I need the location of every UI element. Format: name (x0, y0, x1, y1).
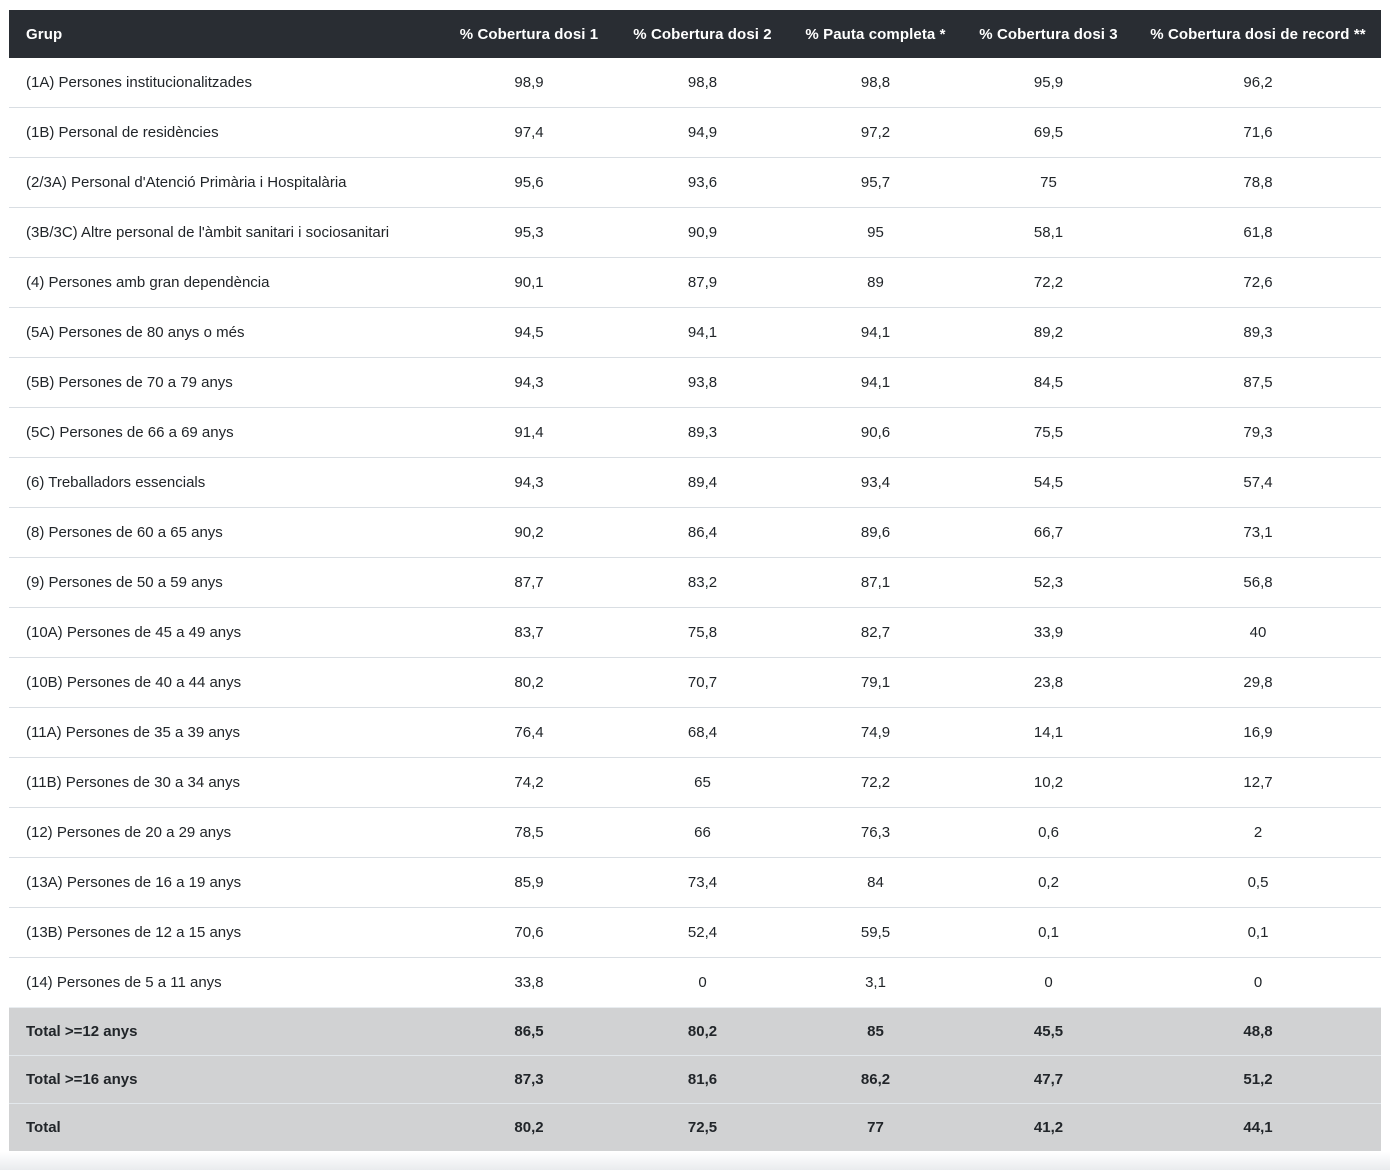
value-cell: 0 (962, 958, 1135, 1008)
page-bottom-fade (0, 1152, 1390, 1170)
value-cell: 98,8 (789, 58, 962, 108)
value-cell: 73,4 (616, 858, 789, 908)
value-cell: 78,8 (1135, 158, 1381, 208)
table-row (9, 708, 1381, 758)
value-cell: 79,3 (1135, 408, 1381, 458)
group-cell: (11A) Persones de 35 a 39 anys (9, 708, 442, 758)
value-cell: 82,7 (789, 608, 962, 658)
group-cell: (1A) Persones institucionalitzades (9, 58, 442, 108)
value-cell: 94,1 (616, 308, 789, 358)
column-header: % Cobertura dosi 1 (442, 10, 616, 58)
value-cell: 70,7 (616, 658, 789, 708)
value-cell: 44,1 (1135, 1104, 1381, 1152)
table-header (9, 10, 1381, 58)
value-cell: 68,4 (616, 708, 789, 758)
group-cell: (10B) Persones de 40 a 44 anys (9, 658, 442, 708)
column-header: % Pauta completa * (789, 10, 962, 58)
value-cell: 86,5 (442, 1008, 616, 1056)
value-cell: 69,5 (962, 108, 1135, 158)
value-cell: 91,4 (442, 408, 616, 458)
value-cell: 0,5 (1135, 858, 1381, 908)
value-cell: 89,4 (616, 458, 789, 508)
value-cell: 58,1 (962, 208, 1135, 258)
value-cell: 45,5 (962, 1008, 1135, 1056)
value-cell: 87,5 (1135, 358, 1381, 408)
value-cell: 57,4 (1135, 458, 1381, 508)
column-header: % Cobertura dosi de record ** (1135, 10, 1381, 58)
value-cell: 52,3 (962, 558, 1135, 608)
value-cell: 90,1 (442, 258, 616, 308)
value-cell: 0,6 (962, 808, 1135, 858)
value-cell: 72,2 (962, 258, 1135, 308)
value-cell: 70,6 (442, 908, 616, 958)
value-cell: 97,4 (442, 108, 616, 158)
group-cell: (2/3A) Personal d'Atenció Primària i Hospitalària (9, 158, 442, 208)
value-cell: 72,2 (789, 758, 962, 808)
value-cell: 66,7 (962, 508, 1135, 558)
value-cell: 56,8 (1135, 558, 1381, 608)
value-cell: 89,3 (1135, 308, 1381, 358)
value-cell: 33,8 (442, 958, 616, 1008)
value-cell: 73,1 (1135, 508, 1381, 558)
header-row (9, 10, 1381, 58)
total-row (9, 1056, 1381, 1104)
column-header: % Cobertura dosi 3 (962, 10, 1135, 58)
value-cell: 75,8 (616, 608, 789, 658)
group-cell: (1B) Personal de residències (9, 108, 442, 158)
group-cell: (12) Persones de 20 a 29 anys (9, 808, 442, 858)
value-cell: 94,9 (616, 108, 789, 158)
group-cell: (9) Persones de 50 a 59 anys (9, 558, 442, 608)
table-row (9, 658, 1381, 708)
table-row (9, 508, 1381, 558)
value-cell: 48,8 (1135, 1008, 1381, 1056)
value-cell: 89,3 (616, 408, 789, 458)
value-cell: 94,3 (442, 358, 616, 408)
group-cell: Total (9, 1104, 442, 1152)
value-cell: 93,6 (616, 158, 789, 208)
value-cell: 93,4 (789, 458, 962, 508)
group-cell: Total >=16 anys (9, 1056, 442, 1104)
group-cell: (14) Persones de 5 a 11 anys (9, 958, 442, 1008)
table-row (9, 858, 1381, 908)
value-cell: 84 (789, 858, 962, 908)
value-cell: 75 (962, 158, 1135, 208)
value-cell: 61,8 (1135, 208, 1381, 258)
value-cell: 71,6 (1135, 108, 1381, 158)
table-row (9, 108, 1381, 158)
value-cell: 90,9 (616, 208, 789, 258)
value-cell: 95,9 (962, 58, 1135, 108)
table-row (9, 458, 1381, 508)
table-row (9, 58, 1381, 108)
column-header: % Cobertura dosi 2 (616, 10, 789, 58)
value-cell: 72,5 (616, 1104, 789, 1152)
group-cell: (11B) Persones de 30 a 34 anys (9, 758, 442, 808)
value-cell: 74,9 (789, 708, 962, 758)
value-cell: 87,7 (442, 558, 616, 608)
value-cell: 77 (789, 1104, 962, 1152)
value-cell: 86,2 (789, 1056, 962, 1104)
value-cell: 96,2 (1135, 58, 1381, 108)
value-cell: 95,6 (442, 158, 616, 208)
value-cell: 87,9 (616, 258, 789, 308)
value-cell: 78,5 (442, 808, 616, 858)
value-cell: 95,3 (442, 208, 616, 258)
total-row (9, 1104, 1381, 1152)
table-row (9, 808, 1381, 858)
value-cell: 89,6 (789, 508, 962, 558)
value-cell: 94,1 (789, 358, 962, 408)
value-cell: 72,6 (1135, 258, 1381, 308)
value-cell: 95,7 (789, 158, 962, 208)
value-cell: 80,2 (442, 658, 616, 708)
value-cell: 83,7 (442, 608, 616, 658)
value-cell: 90,6 (789, 408, 962, 458)
value-cell: 80,2 (616, 1008, 789, 1056)
value-cell: 40 (1135, 608, 1381, 658)
table-row (9, 158, 1381, 208)
value-cell: 94,3 (442, 458, 616, 508)
value-cell: 95 (789, 208, 962, 258)
value-cell: 0,1 (962, 908, 1135, 958)
value-cell: 0 (616, 958, 789, 1008)
value-cell: 76,3 (789, 808, 962, 858)
group-cell: (6) Treballadors essencials (9, 458, 442, 508)
vaccination-coverage-table (9, 10, 1381, 1151)
table-row (9, 558, 1381, 608)
value-cell: 87,3 (442, 1056, 616, 1104)
value-cell: 14,1 (962, 708, 1135, 758)
table-row (9, 208, 1381, 258)
value-cell: 87,1 (789, 558, 962, 608)
table-row (9, 308, 1381, 358)
value-cell: 97,2 (789, 108, 962, 158)
value-cell: 98,9 (442, 58, 616, 108)
value-cell: 93,8 (616, 358, 789, 408)
value-cell: 66 (616, 808, 789, 858)
group-cell: (10A) Persones de 45 a 49 anys (9, 608, 442, 658)
table-row (9, 358, 1381, 408)
group-cell: (13B) Persones de 12 a 15 anys (9, 908, 442, 958)
value-cell: 65 (616, 758, 789, 808)
value-cell: 86,4 (616, 508, 789, 558)
value-cell: 54,5 (962, 458, 1135, 508)
value-cell: 90,2 (442, 508, 616, 558)
table-row (9, 608, 1381, 658)
value-cell: 75,5 (962, 408, 1135, 458)
table-row (9, 258, 1381, 308)
value-cell: 89,2 (962, 308, 1135, 358)
value-cell: 98,8 (616, 58, 789, 108)
value-cell: 16,9 (1135, 708, 1381, 758)
value-cell: 33,9 (962, 608, 1135, 658)
value-cell: 76,4 (442, 708, 616, 758)
value-cell: 81,6 (616, 1056, 789, 1104)
value-cell: 29,8 (1135, 658, 1381, 708)
group-cell: (4) Persones amb gran dependència (9, 258, 442, 308)
value-cell: 85 (789, 1008, 962, 1056)
group-cell: (5B) Persones de 70 a 79 anys (9, 358, 442, 408)
value-cell: 85,9 (442, 858, 616, 908)
value-cell: 59,5 (789, 908, 962, 958)
table-row (9, 758, 1381, 808)
value-cell: 0,2 (962, 858, 1135, 908)
table-body (9, 58, 1381, 1151)
value-cell: 80,2 (442, 1104, 616, 1152)
group-cell: (5C) Persones de 66 a 69 anys (9, 408, 442, 458)
value-cell: 0 (1135, 958, 1381, 1008)
value-cell: 84,5 (962, 358, 1135, 408)
value-cell: 12,7 (1135, 758, 1381, 808)
group-cell: Total >=12 anys (9, 1008, 442, 1056)
table-row (9, 408, 1381, 458)
value-cell: 89 (789, 258, 962, 308)
value-cell: 23,8 (962, 658, 1135, 708)
group-cell: (8) Persones de 60 a 65 anys (9, 508, 442, 558)
value-cell: 3,1 (789, 958, 962, 1008)
table-row (9, 958, 1381, 1008)
value-cell: 10,2 (962, 758, 1135, 808)
table-row (9, 908, 1381, 958)
value-cell: 83,2 (616, 558, 789, 608)
value-cell: 52,4 (616, 908, 789, 958)
group-cell: (3B/3C) Altre personal de l'àmbit sanitari i sociosanitari (9, 208, 442, 258)
value-cell: 74,2 (442, 758, 616, 808)
group-cell: (5A) Persones de 80 anys o més (9, 308, 442, 358)
value-cell: 94,5 (442, 308, 616, 358)
value-cell: 51,2 (1135, 1056, 1381, 1104)
total-row (9, 1008, 1381, 1056)
value-cell: 79,1 (789, 658, 962, 708)
value-cell: 47,7 (962, 1056, 1135, 1104)
value-cell: 2 (1135, 808, 1381, 858)
value-cell: 0,1 (1135, 908, 1381, 958)
column-header-grup: Grup (9, 10, 442, 58)
group-cell: (13A) Persones de 16 a 19 anys (9, 858, 442, 908)
value-cell: 94,1 (789, 308, 962, 358)
coverage-table-container (9, 10, 1381, 1151)
value-cell: 41,2 (962, 1104, 1135, 1152)
